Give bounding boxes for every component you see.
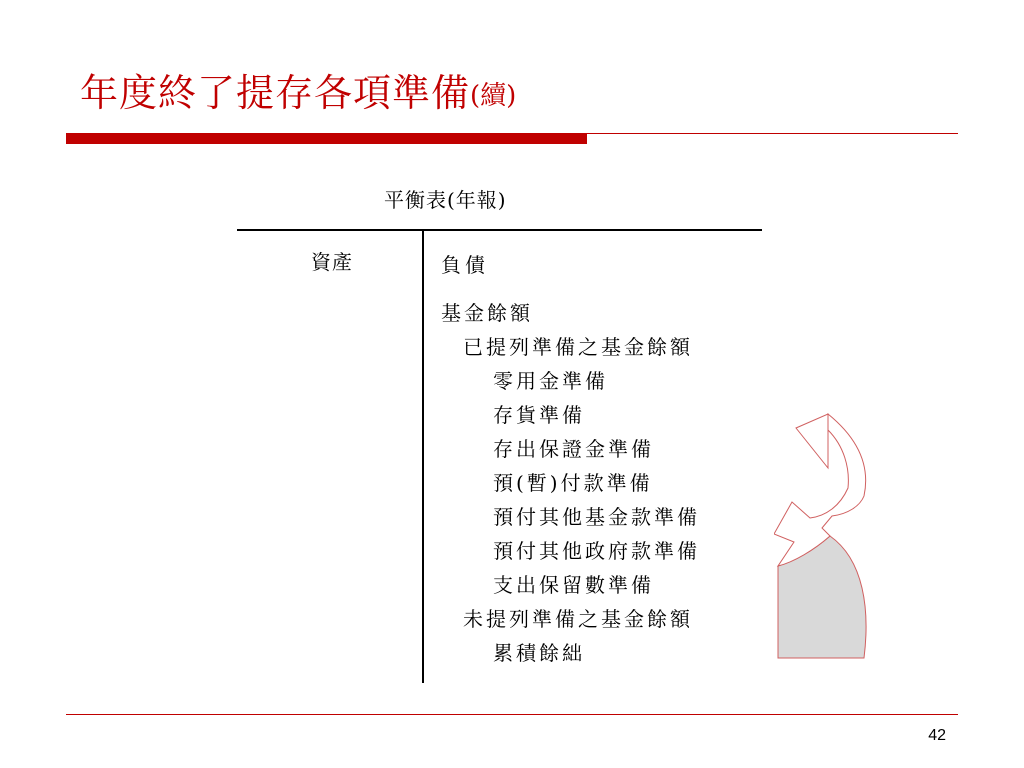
page-number: 42 [928,727,946,744]
balance-sheet-line: 存貨準備 [493,403,585,427]
curved-arrow-head [796,414,828,468]
balance-sheet-line: 零用金準備 [493,369,608,393]
balance-sheet-line: 未提列準備之基金餘額 [463,607,693,631]
fund-balance-list [441,296,771,670]
balance-sheet-line: 累積餘絀 [493,641,585,665]
balance-sheet-line: 已提列準備之基金餘額 [463,335,693,359]
title-underline-thick [66,134,587,144]
liabilities-column [441,250,771,670]
balance-sheet-line: 預付其他政府款準備 [493,539,700,563]
slide-title [80,62,516,122]
balance-sheet-title: 平衡表(年報) [384,188,507,212]
slide-title-suffix: (續) [470,81,517,111]
balance-sheet-line: 存出保證金準備 [493,437,654,461]
balance-sheet-line: 支出保留數準備 [493,573,654,597]
t-account-horizontal-rule [237,229,762,231]
t-account-vertical-rule [422,231,424,683]
balance-sheet-line: 預(暫)付款準備 [493,471,653,495]
footer-rule [66,714,958,715]
balance-sheet-line: 基金餘額 [441,301,533,325]
slide-title-main: 年度終了提存各項準備 [80,71,471,115]
balance-sheet-line: 預付其他基金款準備 [493,505,700,529]
liabilities-heading: 負債 [441,253,489,277]
assets-heading: 資產 [311,250,353,274]
curved-arrow-graphic [774,410,874,662]
